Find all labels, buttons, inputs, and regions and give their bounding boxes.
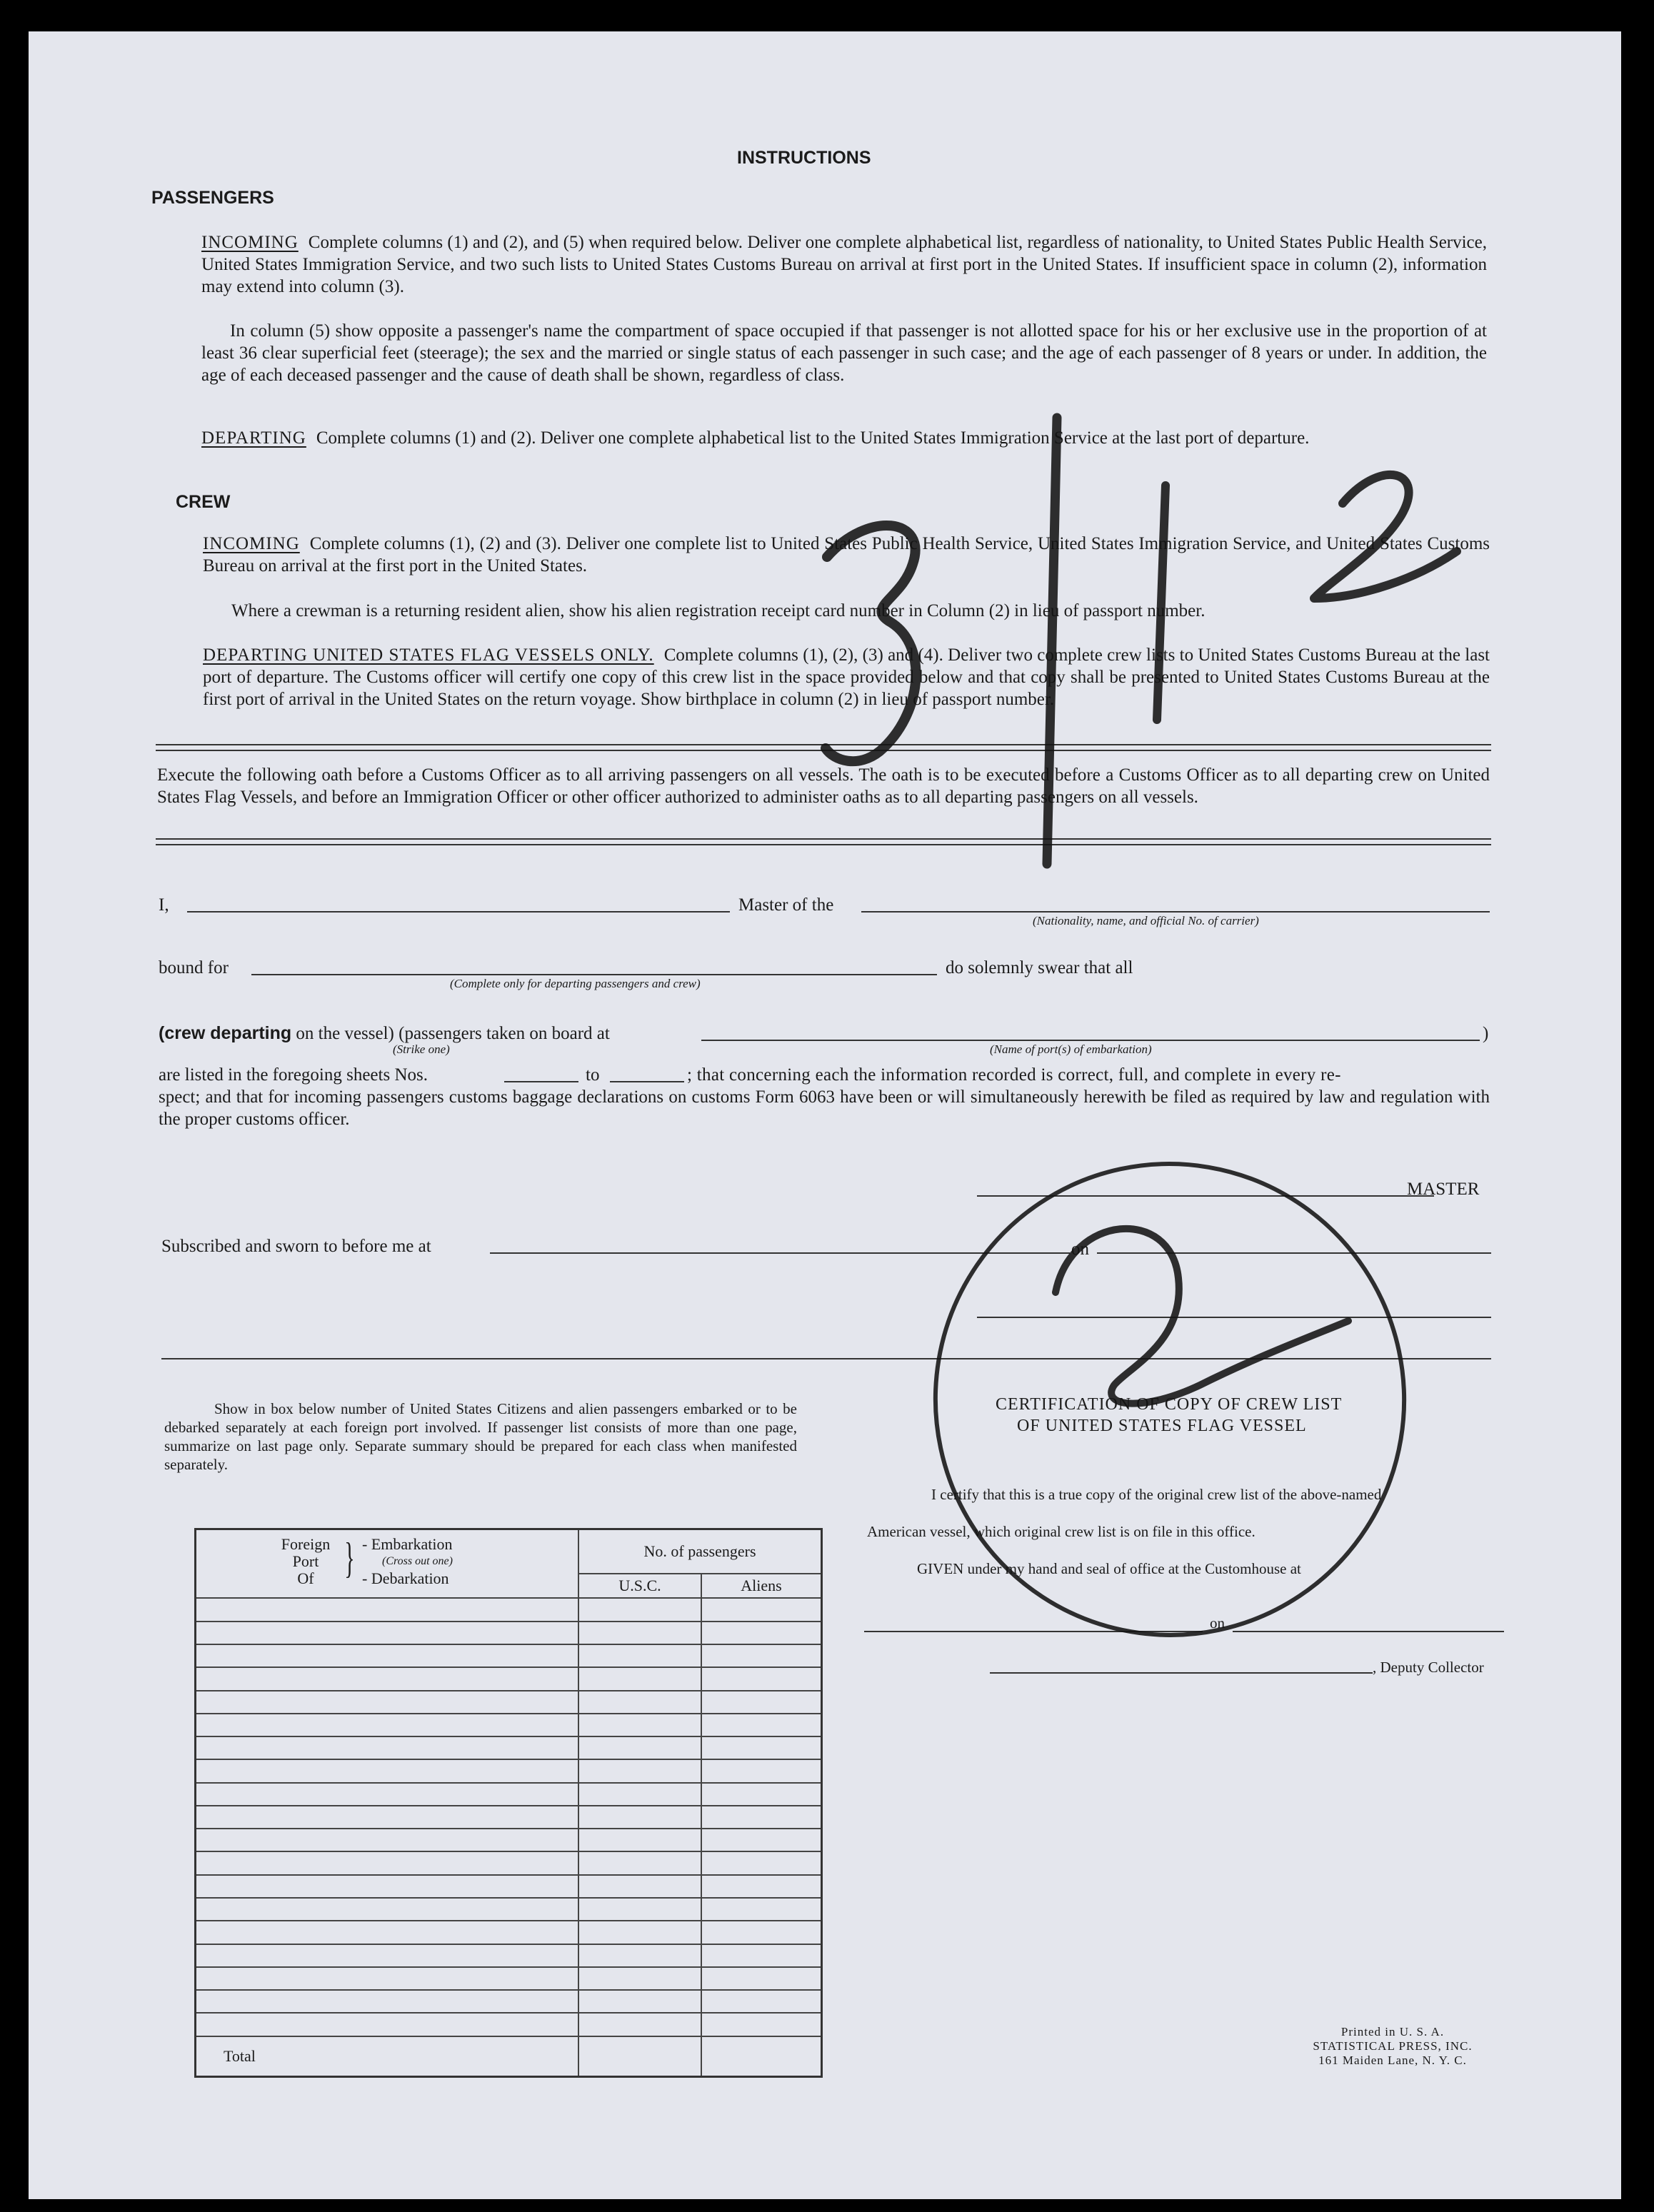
subscribed-label: Subscribed and sworn to before me at xyxy=(161,1237,431,1256)
passengers-incoming-label: INCOMING xyxy=(201,233,299,252)
oath-body-text: spect; and that for incoming passengers customs baggage declarations on customs Form 6063 have been or will simultaneously herewith be filed as required by law and regulation with the proper customs officer. xyxy=(159,1087,1490,1129)
certification-title-2: OF UNITED STATES FLAG VESSEL xyxy=(1017,1417,1307,1435)
passengers-departing-text: Complete columns (1) and (2). Deliver one complete alphabetical list to the United States Immigration Service at the last port of departure. xyxy=(316,428,1310,448)
certification-title-1: CERTIFICATION OF COPY OF CREW LIST xyxy=(996,1395,1343,1414)
handwritten-1 xyxy=(1157,486,1166,720)
deputy-collector-label: , Deputy Collector xyxy=(1373,1659,1484,1676)
close-paren: ) xyxy=(1483,1024,1489,1043)
handwritten-3 xyxy=(826,526,916,761)
handwritten-circled-2 xyxy=(1056,1229,1348,1404)
oath-i-label: I, xyxy=(159,895,169,915)
no-passengers-header: No. of passengers xyxy=(578,1529,822,1574)
sheets-label: are listed in the foregoing sheets Nos. xyxy=(159,1065,428,1085)
carrier-caption: (Nationality, name, and official No. of carrier) xyxy=(1033,914,1259,927)
bound-for-caption: (Complete only for departing passengers and crew) xyxy=(450,977,701,990)
bound-for-label: bound for xyxy=(159,958,229,977)
handwritten-2 xyxy=(1314,475,1457,598)
passengers-incoming-text: Complete columns (1) and (2), and (5) when required below. Deliver one complete alphabetical list, regardless of nationality, to United States Public Health Service, United States Immigration Service, and two such lists to United States Customs Bureau on arrival at first port in the United States. If insufficient space in column (2), information may extend into column (3). xyxy=(201,233,1487,296)
crew-incoming-label: INCOMING xyxy=(203,534,300,553)
passengers-column5-paragraph: In column (5) show opposite a passenger's name the compartment of space occupied if that passenger is not allotted space for his or her exclusive use in the proportion of at least 36 clear superficial feet (steerage); the sex and the married or single status of each passenger in such case; and the age of each passenger of 8 years or under. In addition, the age of each deceased passenger and the cause of death shall be shown, regardless of class. xyxy=(201,321,1487,385)
embarkation-option[interactable]: - Embarkation xyxy=(362,1535,453,1553)
brace-icon: } xyxy=(344,1534,355,1582)
crew-departing-option[interactable]: (crew departing xyxy=(159,1023,292,1043)
imprint-line-3: 161 Maiden Lane, N. Y. C. xyxy=(1318,2053,1467,2067)
certify-text-2: American vessel, which original crew list is on file in this office. xyxy=(867,1523,1255,1540)
cross-out-note: (Cross out one) xyxy=(382,1555,453,1567)
master-label: MASTER xyxy=(1407,1180,1480,1199)
on-vessel-label: on the vessel) xyxy=(296,1024,394,1043)
sheets-text: ; that concerning each the information recorded is correct, full, and complete in every re- xyxy=(687,1065,1341,1085)
crew-departing-text: Complete columns (1), (2), (3) and (4). Deliver two complete crew lists to United States Customs Bureau at the last port of departure. The Customs officer will certify one copy of this crew list in the space provided below and that copy shall be presented to United States Customs Bureau at the first port of arrival in the United States on the return voyage. Show birthplace in column (2) in lieu of passport number. xyxy=(203,645,1490,709)
total-label: Total xyxy=(196,2036,579,2077)
sheets-to-label: to xyxy=(586,1065,600,1085)
ports-caption: (Name of port(s) of embarkation) xyxy=(990,1042,1152,1056)
given-on-label: on xyxy=(1210,1614,1225,1632)
usc-header: U.S.C. xyxy=(578,1574,701,1598)
swear-label: do solemnly swear that all xyxy=(946,958,1133,977)
instructions-title: INSTRUCTIONS xyxy=(737,148,871,168)
port-label-of: Of xyxy=(297,1569,314,1587)
master-of-label: Master of the xyxy=(738,895,834,915)
port-label-port: Port xyxy=(292,1552,319,1570)
summary-instructions: Show in box below number of United States Citizens and alien passengers embarked or to be debarked separately at each foreign port involved. If passenger list consists of more than one page, summarize on last page only. Separate summary should be prepared for each class when manifested separately. xyxy=(164,1400,797,1473)
sworn-on-label: on xyxy=(1071,1240,1089,1259)
certify-text-1: I certify that this is a true copy of the original crew list of the above-named xyxy=(931,1486,1382,1503)
imprint-line-2: STATISTICAL PRESS, INC. xyxy=(1313,2039,1473,2053)
passengers-departing-label: DEPARTING xyxy=(201,428,306,448)
imprint-line-1: Printed in U. S. A. xyxy=(1340,2025,1445,2038)
crew-heading: CREW xyxy=(176,492,231,512)
passengers-heading: PASSENGERS xyxy=(151,188,274,208)
crew-incoming-text: Complete columns (1), (2) and (3). Deliver one complete list to United States Public Health Service, United States Immigration Service, and United States Customs Bureau on arrival at the first port in the United States. xyxy=(203,534,1490,575)
handwritten-slash xyxy=(1047,418,1057,864)
port-label-foreign: Foreign xyxy=(281,1535,331,1553)
aliens-header: Aliens xyxy=(701,1574,822,1598)
crew-departing-label: DEPARTING UNITED STATES FLAG VESSELS ONLY. xyxy=(203,645,654,665)
oath-intro-paragraph: Execute the following oath before a Customs Officer as to all arriving passengers on all vessels. The oath is to be executed before a Customs Officer as to all departing crew on United States Flag Vessels, and before an Immigration Officer or other officer authorized to administer oaths as to all departing passengers on all vessels. xyxy=(157,765,1490,807)
passengers-taken-option[interactable]: (passengers taken on board at xyxy=(399,1024,610,1043)
debarkation-option[interactable]: - Debarkation xyxy=(362,1569,449,1587)
given-text: GIVEN under my hand and seal of office at the Customhouse at xyxy=(917,1560,1301,1577)
crew-resident-paragraph: Where a crewman is a returning resident alien, show his alien registration receipt card number in Column (2) in lieu of passport number. xyxy=(231,601,1206,620)
strike-caption: (Strike one) xyxy=(393,1042,450,1056)
